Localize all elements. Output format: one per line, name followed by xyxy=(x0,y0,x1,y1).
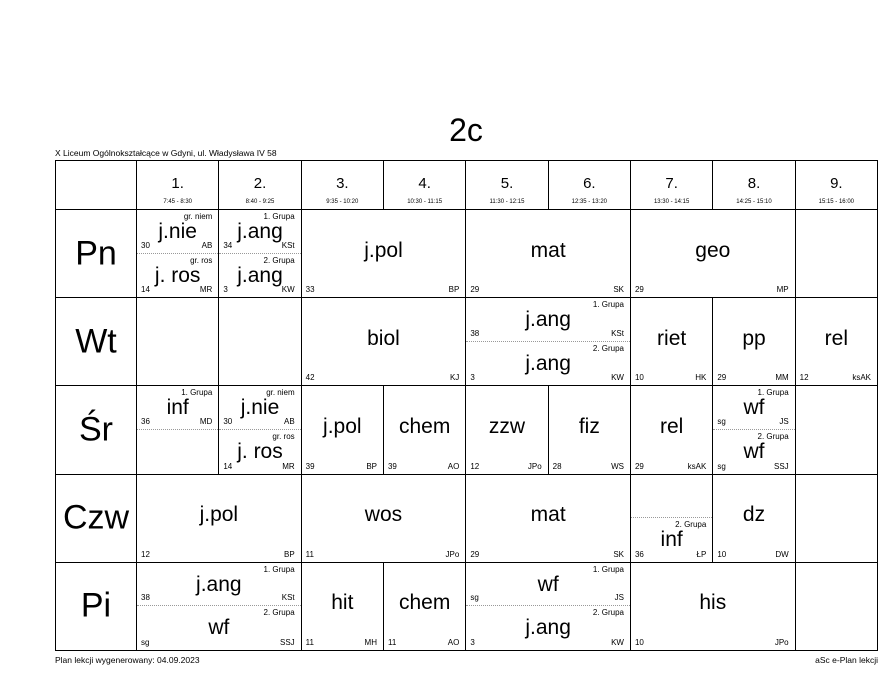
lesson-cell[interactable] xyxy=(219,210,301,298)
room-number: 3 xyxy=(470,637,475,647)
group-label: gr. ros xyxy=(190,255,213,265)
subject-label: chem xyxy=(398,591,451,615)
period-number: 7. xyxy=(665,175,678,192)
subject-label: j.pol xyxy=(364,238,403,262)
teacher-code: SSJ xyxy=(773,461,789,471)
room-number: 14 xyxy=(141,285,150,295)
subject-label: fiz xyxy=(578,414,600,438)
lesson-cell[interactable] xyxy=(302,210,467,298)
teacher-code: ksAK xyxy=(852,373,871,383)
room-number: 30 xyxy=(223,416,233,426)
subject-label: zzw xyxy=(488,414,526,438)
period-header xyxy=(302,160,384,210)
room-number: 10 xyxy=(634,373,644,383)
teacher-code: KW xyxy=(281,285,295,295)
teacher-code: AB xyxy=(201,240,213,250)
day-name: Śr xyxy=(79,410,113,449)
room-number: 14 xyxy=(223,461,233,471)
room-number: sg xyxy=(470,593,479,603)
period-number: 3. xyxy=(336,175,349,192)
group-label: 1. Grupa xyxy=(263,212,295,221)
teacher-code: JPo xyxy=(774,637,789,647)
group-label: 1. Grupa xyxy=(181,388,213,398)
subject-label: wf xyxy=(537,572,559,596)
group-lesson[interactable] xyxy=(137,386,218,430)
group-lesson[interactable] xyxy=(466,298,630,342)
period-header xyxy=(384,160,466,210)
lesson-cell[interactable] xyxy=(713,298,795,386)
room-number: 34 xyxy=(223,240,233,250)
room-number: sg xyxy=(141,637,150,647)
room-number: 11 xyxy=(305,549,314,559)
day-name: Pn xyxy=(75,234,117,273)
period-header xyxy=(713,160,795,210)
lesson-cell[interactable] xyxy=(137,475,302,563)
subject-label: j.ang xyxy=(525,308,571,332)
brand-label: aSc e-Plan lekcji xyxy=(815,655,878,665)
room-number: 11 xyxy=(387,637,397,647)
room-number: 29 xyxy=(634,285,644,295)
room-number: 39 xyxy=(387,461,397,471)
teacher-code: KSt xyxy=(611,328,624,338)
lesson-cell[interactable] xyxy=(302,298,467,386)
group-lesson[interactable] xyxy=(219,254,300,298)
period-time: 9:35 - 10:20 xyxy=(326,199,359,205)
subject-label: j.ang xyxy=(237,263,283,287)
subject-label: j.ang xyxy=(525,616,571,640)
room-number: 29 xyxy=(634,461,644,471)
generated-date: Plan lekcji wygenerowany: 04.09.2023 xyxy=(55,655,200,665)
subject-label: wos xyxy=(364,503,403,527)
room-number: sg xyxy=(717,461,726,471)
teacher-code: KW xyxy=(611,637,624,647)
group-lesson[interactable] xyxy=(219,210,300,254)
subject-label: inf xyxy=(166,396,189,420)
teacher-code: ksAK xyxy=(687,461,707,471)
teacher-code: KJ xyxy=(449,373,460,383)
room-number: 29 xyxy=(470,549,480,559)
subject-label: j. ros xyxy=(237,439,283,463)
group-label: 2. Grupa xyxy=(592,343,624,353)
teacher-code: HK xyxy=(695,373,707,383)
room-number: 11 xyxy=(305,637,314,647)
lesson-cell[interactable] xyxy=(466,298,631,386)
subject-label: hit xyxy=(331,591,354,615)
teacher-code: AO xyxy=(447,637,460,647)
day-label xyxy=(55,475,137,563)
group-lesson[interactable] xyxy=(466,606,630,650)
group-label: 2. Grupa xyxy=(757,431,789,441)
group-lesson[interactable] xyxy=(137,210,218,254)
lesson-cell[interactable] xyxy=(631,386,713,474)
period-header xyxy=(137,160,219,210)
period-time: 10:30 - 11:15 xyxy=(407,199,443,205)
lesson-cell[interactable] xyxy=(302,386,384,474)
teacher-code: KW xyxy=(611,373,624,383)
teacher-code: MR xyxy=(199,285,213,295)
subject-label: mat xyxy=(530,238,566,262)
room-number: 30 xyxy=(141,240,150,250)
group-label: gr. ros xyxy=(272,431,295,441)
period-number: 6. xyxy=(583,175,596,192)
subject-label: j.ang xyxy=(525,351,571,375)
lesson-cell[interactable] xyxy=(302,475,467,563)
lesson-cell[interactable] xyxy=(631,475,713,563)
subject-label: his xyxy=(699,591,727,615)
teacher-code: BP xyxy=(448,285,460,295)
lesson-cell[interactable] xyxy=(713,386,795,474)
teacher-code: MP xyxy=(776,285,789,295)
group-lesson[interactable] xyxy=(713,430,794,474)
group-label: 2. Grupa xyxy=(263,255,295,265)
teacher-code: BP xyxy=(283,549,295,559)
teacher-code: MM xyxy=(775,373,789,383)
period-number: 5. xyxy=(500,175,514,192)
room-number: 28 xyxy=(552,461,562,471)
lesson-cell[interactable] xyxy=(137,210,219,298)
period-time: 14:25 - 15:10 xyxy=(736,199,772,205)
lesson-cell[interactable] xyxy=(466,386,548,474)
group-lesson[interactable] xyxy=(466,342,630,386)
group-label: 1. Grupa xyxy=(263,564,295,574)
group-lesson[interactable] xyxy=(631,475,712,519)
period-header xyxy=(219,160,301,210)
period-number: 1. xyxy=(171,175,184,192)
lesson-cell[interactable] xyxy=(631,563,796,651)
period-number: 9. xyxy=(830,175,843,192)
period-time: 11:30 - 12:15 xyxy=(489,199,525,205)
teacher-code: KSt xyxy=(281,593,295,603)
group-label: gr. niem xyxy=(183,212,213,221)
lesson-cell[interactable] xyxy=(137,298,219,386)
lesson-cell[interactable] xyxy=(796,210,878,298)
subject-label: rel xyxy=(659,414,684,438)
corner-cell xyxy=(55,160,137,210)
teacher-code: MD xyxy=(199,416,213,426)
day-name: Pi xyxy=(80,586,112,625)
lesson-cell[interactable] xyxy=(137,386,219,474)
period-number: 8. xyxy=(747,175,761,192)
subject-label: j. ros xyxy=(154,263,201,287)
subject-label: j.nie xyxy=(158,220,197,243)
lesson-cell[interactable] xyxy=(796,298,878,386)
room-number: 12 xyxy=(799,373,809,383)
subject-label: wf xyxy=(743,439,765,463)
subject-label: riet xyxy=(657,326,687,350)
group-lesson[interactable] xyxy=(137,606,301,650)
period-time: 8:40 - 9:25 xyxy=(245,199,275,205)
room-number: 12 xyxy=(470,461,480,471)
period-header xyxy=(466,160,548,210)
lesson-cell[interactable] xyxy=(466,475,631,563)
room-number: 36 xyxy=(141,416,150,426)
lesson-cell[interactable] xyxy=(631,210,796,298)
teacher-code: AB xyxy=(283,416,295,426)
subject-label: j.ang xyxy=(196,572,242,596)
room-number: sg xyxy=(717,416,726,426)
teacher-code: SSJ xyxy=(279,637,295,647)
subject-label: biol xyxy=(367,326,400,350)
room-number: 10 xyxy=(717,549,727,559)
group-label: 2. Grupa xyxy=(592,608,624,618)
room-number: 36 xyxy=(634,549,644,559)
lesson-cell[interactable] xyxy=(631,298,713,386)
subject-label: rel xyxy=(824,326,848,350)
subject-label: j.pol xyxy=(199,503,239,527)
teacher-code: WS xyxy=(611,461,624,471)
subject-label: j.nie xyxy=(240,396,280,420)
group-lesson[interactable] xyxy=(219,386,300,430)
teacher-code: SK xyxy=(613,549,624,559)
group-label: gr. niem xyxy=(266,388,295,398)
day-name: Wt xyxy=(75,322,117,361)
subject-label: chem xyxy=(398,414,451,438)
room-number: 38 xyxy=(470,328,480,338)
group-label: 2. Grupa xyxy=(263,608,295,618)
school-name: X Liceum Ogólnokształcące w Gdyni, ul. Władysława IV 58 xyxy=(55,148,277,158)
class-title: 2c xyxy=(449,112,483,148)
subject-label: j.ang xyxy=(237,220,283,243)
period-time: 13:30 - 14:15 xyxy=(653,199,690,205)
room-number: 29 xyxy=(470,285,480,295)
room-number: 29 xyxy=(717,373,727,383)
room-number: 10 xyxy=(634,637,644,647)
day-name: Czw xyxy=(62,498,130,537)
lesson-cell[interactable] xyxy=(796,563,878,651)
room-number: 3 xyxy=(223,285,228,295)
lesson-cell[interactable] xyxy=(384,386,466,474)
period-time: 7:45 - 8:30 xyxy=(163,199,192,205)
lesson-cell[interactable] xyxy=(796,386,878,474)
subject-label: geo xyxy=(695,238,731,262)
group-lesson[interactable] xyxy=(631,518,712,562)
teacher-code: JPo xyxy=(445,549,460,559)
subject-label: dz xyxy=(742,503,766,527)
teacher-code: ŁP xyxy=(696,549,707,559)
teacher-code: JPo xyxy=(527,461,542,471)
teacher-code: AO xyxy=(447,461,460,471)
group-lesson[interactable] xyxy=(137,563,301,607)
teacher-code: JS xyxy=(614,593,624,603)
room-number: 42 xyxy=(305,373,315,383)
lesson-cell[interactable] xyxy=(466,210,631,298)
teacher-code: KSt xyxy=(281,240,295,250)
period-header xyxy=(549,160,631,210)
lesson-cell[interactable] xyxy=(549,386,631,474)
period-number: 2. xyxy=(253,175,267,192)
subject-label: inf xyxy=(660,528,683,552)
day-label xyxy=(55,210,137,298)
subject-label: wf xyxy=(208,616,230,640)
subject-label: wf xyxy=(743,396,765,420)
lesson-cell[interactable] xyxy=(137,563,302,651)
day-label xyxy=(55,563,137,651)
teacher-code: JS xyxy=(779,416,789,426)
timetable-grid xyxy=(55,160,878,651)
teacher-code: SK xyxy=(613,285,624,295)
subject-label: j.pol xyxy=(323,414,362,438)
group-lesson[interactable] xyxy=(466,563,630,607)
lesson-cell[interactable] xyxy=(796,475,878,563)
group-lesson[interactable] xyxy=(137,254,218,298)
subject-label: pp xyxy=(742,326,766,350)
room-number: 12 xyxy=(141,549,150,559)
lesson-cell[interactable] xyxy=(219,298,301,386)
teacher-code: DW xyxy=(775,549,789,559)
lesson-cell[interactable] xyxy=(466,563,631,651)
group-label: 1. Grupa xyxy=(592,300,624,310)
period-header xyxy=(631,160,713,210)
lesson-cell[interactable] xyxy=(302,563,384,651)
period-time: 12:35 - 13:20 xyxy=(571,199,607,205)
lesson-cell[interactable] xyxy=(713,475,795,563)
room-number: 3 xyxy=(470,373,475,383)
group-label: 1. Grupa xyxy=(592,564,624,574)
day-label xyxy=(55,298,137,386)
room-number: 39 xyxy=(305,461,315,471)
lesson-cell[interactable] xyxy=(219,386,301,474)
period-number: 4. xyxy=(418,175,431,192)
group-label: 2. Grupa xyxy=(675,520,707,530)
teacher-code: MH xyxy=(364,637,377,647)
group-lesson[interactable] xyxy=(137,430,218,474)
subject-label: mat xyxy=(530,503,566,527)
room-number: 38 xyxy=(141,593,150,603)
day-label xyxy=(55,386,137,474)
period-time: 15:15 - 16:00 xyxy=(818,199,854,205)
group-label: 1. Grupa xyxy=(757,388,789,398)
group-lesson[interactable] xyxy=(713,386,794,430)
group-lesson[interactable] xyxy=(219,430,300,474)
room-number: 33 xyxy=(305,285,315,295)
period-header xyxy=(796,160,878,210)
teacher-code: BP xyxy=(366,461,377,471)
teacher-code: MR xyxy=(282,461,295,471)
lesson-cell[interactable] xyxy=(384,563,466,651)
